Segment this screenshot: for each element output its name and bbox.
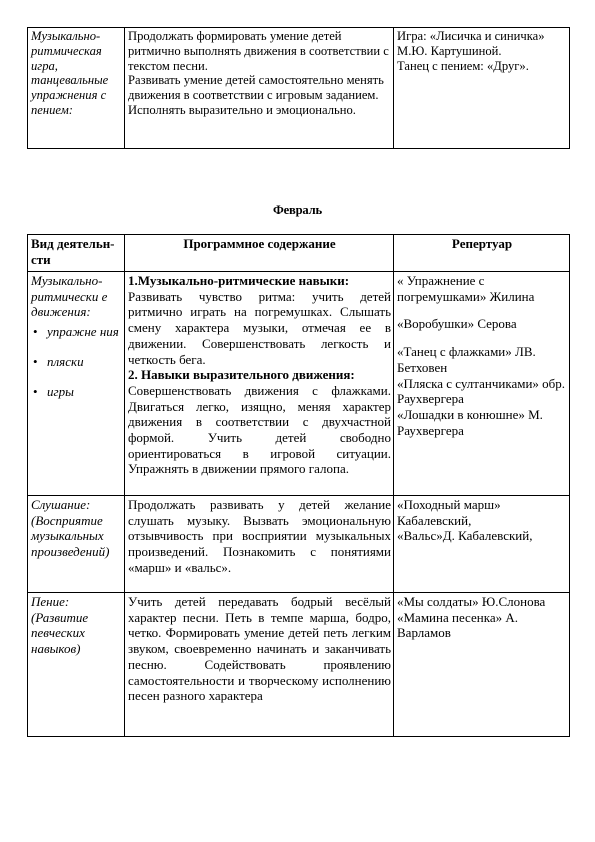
month-title: Февраль	[273, 203, 322, 217]
repertoire-item: Игра: «Лисичка и синичка» М.Ю. Картушиной.	[397, 29, 545, 58]
activity-cell	[28, 272, 125, 496]
repertoire-item: «Лошадки в конюшне» М. Раухвергера	[397, 406, 543, 438]
repertoire-item: «Воробушки» Серова	[397, 316, 517, 332]
activity-cell: Слушание: (Восприятие музыкальных произведений)	[28, 496, 125, 593]
repertoire-cell	[394, 272, 570, 496]
activity-title: Музыкально-ритмически е движения:	[31, 273, 108, 320]
header-activity: Вид деятельн-сти	[28, 235, 125, 272]
header-repertoire: Репертуар	[394, 235, 570, 272]
repertoire-cell	[394, 496, 570, 593]
section-heading: 2. Навыки выразительного движения:	[128, 367, 355, 383]
repertoire-item: «Мы солдаты» Ю.Слонова	[397, 594, 546, 609]
repertoire-item: «Пляска с султанчиками» обр. Раухвергера	[397, 375, 566, 407]
content-paragraph: Продолжать формировать умение детей ритмично выполнять движения в соответствии с текстом песни.	[128, 29, 389, 73]
table-row	[28, 28, 570, 149]
repertoire-item: Танец с пением: «Друг».	[397, 58, 529, 73]
repertoire-item: «Походный марш» Кабалевский,	[397, 497, 501, 528]
section-heading: 1.Музыкально-ритмические навыки:	[128, 273, 350, 288]
repertoire-item: «Мамина песенка» А. Варламов	[397, 609, 518, 641]
table-row	[28, 496, 570, 593]
activity-list	[31, 324, 122, 399]
main-table	[27, 234, 570, 737]
header-row	[28, 235, 570, 272]
content-cell	[125, 28, 394, 149]
activity-cell: Музыкально-ритмическая игра, танцевальные упражнения с пением:	[28, 28, 125, 149]
content-paragraph: Совершенствовать движения с флажками. Двигаться легко, изящно, меняя характер движения в соответствии с двухчастной формой. Учить детей свободно ориентироваться в игровой ситуации. Упражнять в движении прямого галопа.	[128, 382, 391, 477]
table-row	[28, 593, 570, 737]
content-paragraph: Развивать чувство ритма: учить детей ритмично играть на погремушках. Слышать смену характера музыки, отмечая ее в движении. Совершенствовать легкость и четкость бега.	[128, 288, 391, 367]
content-cell: Продолжать развивать у детей желание слушать музыку. Вызвать эмоциональную отзывчивость при восприятии музыкальных произведений. Познакомить с понятиями «марш» и «вальс».	[125, 496, 394, 593]
repertoire-item: « Упражнение с погремушками» Жилина	[397, 273, 535, 304]
table-row	[28, 272, 570, 496]
header-content: Программное содержание	[125, 235, 394, 272]
activity-cell: Пение: (Развитие певческих навыков)	[28, 593, 125, 737]
repertoire-item: «Вальс»Д. Кабалевский,	[397, 528, 533, 544]
repertoire-cell	[394, 593, 570, 737]
list-item: • упражне ния	[47, 324, 122, 340]
list-item: • пляски	[47, 354, 122, 370]
content-cell	[125, 272, 394, 496]
repertoire-item: «Танец с флажками» ЛВ. Бетховен	[397, 344, 536, 375]
list-item: • игры	[47, 384, 122, 400]
repertoire-cell	[394, 28, 570, 149]
top-table	[27, 27, 570, 149]
content-paragraph: Развивать умение детей самостоятельно менять движения в соответствии с игровым заданием. Исполнять выразительно и эмоционально.	[128, 73, 384, 117]
content-cell: Учить детей передавать бодрый весёлый характер песни. Петь в темпе марша, бодро, четко. Формировать умение детей петь легким звуком, своевременно начинать и заканчивать песню. Содействовать проявлению самостоятельности и творческому исполнению песен разного характера	[125, 593, 394, 737]
